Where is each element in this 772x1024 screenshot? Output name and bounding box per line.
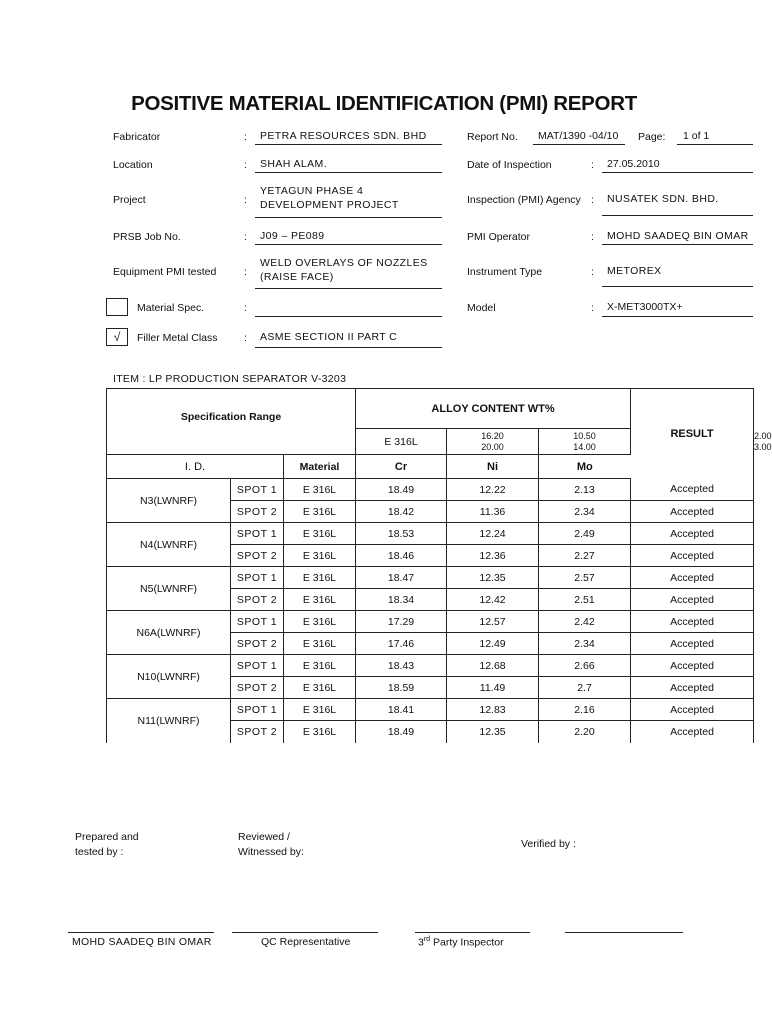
table-row: [107, 699, 754, 721]
cr-range-max: 20.00: [481, 441, 504, 452]
table-row: [107, 567, 754, 589]
reviewed-by-label: [238, 830, 304, 860]
ni-range-min: 10.50: [573, 430, 596, 441]
ni-cell: 12.42: [447, 589, 539, 611]
operator-field: MOHD SAADEQ BIN OMAR: [602, 230, 753, 245]
cr-cell: 18.34: [356, 589, 447, 611]
reviewed-line-2: Witnessed by:: [238, 846, 304, 858]
prepared-line-2: tested by :: [75, 846, 124, 858]
mo-cell: 2.34: [539, 501, 631, 523]
signature-name-prepared: MOHD SAADEQ BIN OMAR: [72, 936, 212, 948]
nozzle-id-cell: N10(LWNRF): [107, 655, 231, 699]
spot-cell: SPOT 1: [231, 567, 284, 589]
cr-cell: 18.53: [356, 523, 447, 545]
cr-cell: 18.59: [356, 677, 447, 699]
filler-metal-checkbox[interactable]: √: [106, 328, 128, 346]
equipment-line-1: WELD OVERLAYS OF NOZZLES: [260, 257, 428, 269]
ni-cell: 11.36: [447, 501, 539, 523]
report-no-field: MAT/1390 -04/10: [533, 130, 625, 145]
material-spec-label: Material Spec.: [137, 302, 205, 314]
ni-cell: 12.35: [447, 721, 539, 743]
spot-cell: SPOT 2: [231, 589, 284, 611]
mo-cell: 2.7: [539, 677, 631, 699]
ni-cell: 12.35: [447, 567, 539, 589]
agency-label: Inspection (PMI) Agency: [467, 194, 581, 206]
cr-cell: 18.43: [356, 655, 447, 677]
operator-label: PMI Operator: [467, 231, 531, 243]
ni-cell: 11.49: [447, 677, 539, 699]
prepared-line-1: Prepared and: [75, 831, 139, 843]
material-cell: E 316L: [284, 523, 356, 545]
spot-cell: SPOT 1: [231, 611, 284, 633]
colon: :: [591, 302, 594, 314]
spot-cell: SPOT 2: [231, 545, 284, 567]
signature-name-qc: QC Representative: [261, 936, 351, 948]
job-field: J09 – PE089: [255, 230, 442, 245]
job-label: PRSB Job No.: [113, 231, 181, 243]
cr-cell: 17.46: [356, 633, 447, 655]
cr-cell: 18.41: [356, 699, 447, 721]
date-label: Date of Inspection: [467, 159, 552, 171]
third-party-number: 3: [418, 936, 424, 949]
material-spec-checkbox[interactable]: [106, 298, 128, 316]
signature-line-prepared: [68, 932, 214, 933]
cr-range-min: 16.20: [481, 430, 504, 441]
cr-cell: 18.46: [356, 545, 447, 567]
result-cell: Accepted: [631, 501, 754, 523]
ni-range-max: 14.00: [573, 441, 596, 452]
table-row: [107, 655, 754, 677]
location-label: Location: [113, 159, 153, 171]
result-cell: Accepted: [631, 523, 754, 545]
ni-cell: 12.57: [447, 611, 539, 633]
cr-range-cell: [447, 429, 539, 455]
page-label: Page:: [638, 131, 666, 143]
mo-cell: 2.20: [574, 725, 595, 738]
report-no-label: Report No.: [467, 131, 518, 143]
third-party-text: Party Inspector: [430, 936, 504, 949]
spot-cell: SPOT 2: [231, 721, 284, 743]
ni-header: Ni: [447, 455, 539, 479]
mo-cell: 2.16: [539, 699, 631, 721]
mo-cell: 2.27: [539, 545, 631, 567]
pmi-results-body: [107, 479, 754, 743]
ni-cell: 12.24: [447, 523, 539, 545]
signature-line-verified: [565, 932, 683, 933]
colon: :: [244, 194, 247, 206]
cr-cell: 18.49: [356, 479, 447, 501]
equipment-line-2: (RAISE FACE): [260, 271, 334, 283]
signature-line-third-party: [415, 932, 530, 933]
result-cell: Accepted: [631, 545, 754, 567]
result-cell: Accepted: [631, 699, 754, 721]
ni-cell: 12.68: [447, 655, 539, 677]
nozzle-id-cell: N5(LWNRF): [107, 567, 231, 611]
mo-cell: 2.51: [539, 589, 631, 611]
material-cell: E 316L: [284, 699, 356, 721]
material-cell: E 316L: [284, 545, 356, 567]
instrument-field: METOREX: [602, 265, 753, 287]
verified-by-label: Verified by :: [521, 838, 576, 850]
spot-cell: SPOT 2: [231, 501, 284, 523]
result-cell: Accepted: [631, 677, 754, 699]
nozzle-id-cell: N4(LWNRF): [107, 523, 231, 567]
colon: :: [591, 266, 594, 278]
result-cell: Accepted: [631, 479, 754, 501]
ni-range-cell: [539, 429, 631, 455]
location-field: SHAH ALAM.: [255, 158, 442, 173]
material-cell: E 316L: [284, 721, 356, 743]
result-cell: Accepted: [631, 633, 754, 655]
instrument-label: Instrument Type: [467, 266, 543, 278]
equipment-label: Equipment PMI tested: [113, 266, 217, 278]
material-spec-field: [255, 301, 442, 317]
item-line: ITEM : LP PRODUCTION SEPARATOR V-3203: [113, 373, 347, 385]
filler-metal-field: ASME SECTION II PART C: [255, 331, 442, 348]
alloy-content-header: ALLOY CONTENT WT%: [356, 389, 631, 429]
ni-cell: 12.36: [447, 545, 539, 567]
material-cell: E 316L: [284, 677, 356, 699]
spot-cell: SPOT 1: [231, 479, 284, 501]
model-field: X-MET3000TX+: [602, 301, 753, 317]
spec-material-cell: E 316L: [356, 429, 447, 455]
table-row: [107, 479, 754, 501]
mo-cell: 2.66: [539, 655, 631, 677]
colon: :: [244, 266, 247, 278]
filler-metal-label: Filler Metal Class: [137, 332, 218, 344]
colon: :: [244, 302, 247, 314]
spot-cell: SPOT 2: [231, 677, 284, 699]
reviewed-line-1: Reviewed /: [238, 831, 290, 843]
colon: :: [244, 231, 247, 243]
material-cell: E 316L: [284, 655, 356, 677]
colon: :: [591, 159, 594, 171]
result-cell: Accepted: [631, 611, 754, 633]
ni-cell: 12.83: [447, 699, 539, 721]
material-cell: E 316L: [284, 633, 356, 655]
material-cell: E 316L: [284, 479, 356, 501]
spot-cell: SPOT 1: [231, 699, 284, 721]
nozzle-id-cell: N11(LWNRF): [107, 699, 231, 743]
id-header: I. D.: [107, 455, 284, 479]
nozzle-id-cell: N3(LWNRF): [107, 479, 231, 523]
material-cell: E 316L: [284, 501, 356, 523]
ni-cell: 12.22: [447, 479, 539, 501]
fabricator-label: Fabricator: [113, 131, 161, 143]
result-header: RESULT: [631, 389, 754, 479]
spot-cell: SPOT 2: [231, 633, 284, 655]
fabricator-field: PETRA RESOURCES SDN. BHD: [255, 130, 442, 145]
cr-cell: 18.49: [356, 721, 447, 743]
colon: :: [591, 194, 594, 206]
material-header: Material: [284, 455, 356, 479]
colon: :: [591, 231, 594, 243]
prepared-by-label: [75, 830, 139, 860]
ni-cell: 12.49: [447, 633, 539, 655]
colon: :: [244, 131, 247, 143]
project-line-1: YETAGUN PHASE 4: [260, 185, 364, 197]
table-row: [107, 523, 754, 545]
colon: :: [244, 332, 247, 344]
agency-field: NUSATEK SDN. BHD.: [602, 193, 753, 216]
mo-cell: 2.42: [539, 611, 631, 633]
cr-cell: 18.42: [356, 501, 447, 523]
material-cell: E 316L: [284, 611, 356, 633]
mo-header: Mo: [539, 455, 631, 479]
spot-cell: SPOT 1: [231, 523, 284, 545]
nozzle-id-cell: N6A(LWNRF): [107, 611, 231, 655]
mo-cell: 2.57: [539, 567, 631, 589]
result-cell: Accepted: [631, 589, 754, 611]
mo-cell: 2.34: [539, 633, 631, 655]
table-row: [107, 611, 754, 633]
signature-line-qc: [232, 932, 378, 933]
cr-header: Cr: [356, 455, 447, 479]
result-cell: Accepted: [631, 721, 754, 743]
model-label: Model: [467, 302, 496, 314]
third-party-suffix: rd: [423, 936, 431, 943]
equipment-field: [255, 257, 442, 289]
date-field: 27.05.2010: [602, 158, 753, 173]
project-field: [255, 185, 442, 218]
material-cell: E 316L: [284, 567, 356, 589]
cr-cell: 18.47: [356, 567, 447, 589]
spot-cell: SPOT 1: [231, 655, 284, 677]
signature-name-third-party: [418, 936, 504, 949]
project-label: Project: [113, 194, 146, 206]
report-title: POSITIVE MATERIAL IDENTIFICATION (PMI) REPORT: [131, 92, 637, 115]
result-cell: Accepted: [631, 655, 754, 677]
mo-cell: 2.13: [539, 479, 631, 501]
pmi-results-table: Specification Range ALLOY CONTENT WT% RESULT E 316L 16.20 20.00 10.50 14.00 2.00 3.00 I. D. Material Cr Ni Mo N3(LWNRF) SPOT 1 E 316L 18.49 12.22 2.13 Accepted SPOT 2 E 316L 18.42 11.36 2.34 Accepted N4(LWNRF) SPOT 1 E 316L 18.53 12.24 2.49 Accepted SPOT 2 E 316L 18.46 12.36 2.27 Accepted N5(LWNRF) SPOT 1 E 316L 18.47 12.35 2.57 Accepted SPOT 2 E 316L 18.34 12.42 2.51 Accepted N6A(LWNRF) SPOT 1 E 316L 17.29 12.57 2.42 Accepted SPOT 2 E 316L 17.46 12.49 2.34 Accepted N10(LWNRF) SPOT 1 E 316L 18.43 12.68 2.66 Accepted SPOT 2 E 316L 18.59 11.49 2.7 Accepted N11(LWNRF) SPOT 1 E 316L 18.41 12.83 2.16 Accepted SPOT 2 E 316L 18.49 12.35 2.20 Accepted: [106, 388, 754, 743]
material-cell: E 316L: [284, 589, 356, 611]
page-field: 1 of 1: [677, 130, 753, 145]
project-line-2: DEVELOPMENT PROJECT: [260, 199, 399, 211]
mo-cell: 2.49: [539, 523, 631, 545]
cr-cell: 17.29: [356, 611, 447, 633]
result-cell: Accepted: [631, 567, 754, 589]
colon: :: [244, 159, 247, 171]
spec-range-header: Specification Range: [107, 389, 356, 455]
